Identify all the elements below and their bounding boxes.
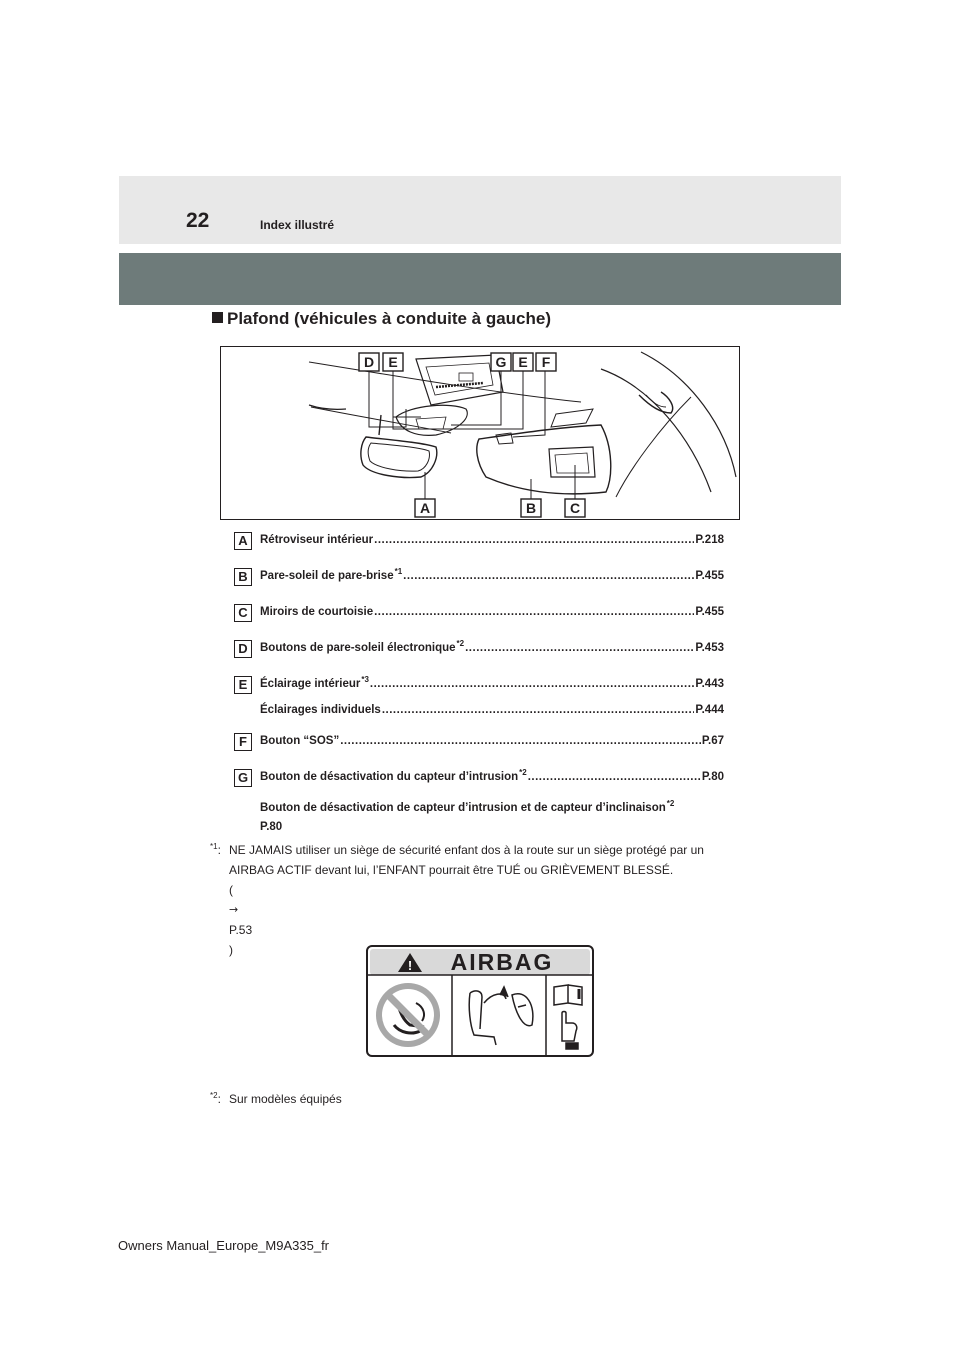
item-footnote-marker: *2 <box>456 639 465 648</box>
list-item <box>234 676 724 694</box>
item-label: Éclairages individuels <box>260 704 381 716</box>
bullet-square-icon <box>212 312 223 323</box>
footnote-2-marker: *2 <box>210 1091 218 1100</box>
airbag-label-text: AIRBAG <box>450 949 554 975</box>
item-footnote-marker: *3 <box>361 675 369 684</box>
item-page-ref[interactable]: P.455 <box>695 570 724 582</box>
item-footnote-marker: *2 <box>666 799 675 808</box>
item-badge: D <box>234 640 252 658</box>
item-page-ref[interactable]: P.444 <box>695 704 724 716</box>
footnote-2: $^{*2}$: Sur modèles équipés <box>210 1089 750 1109</box>
callout-top-4: E <box>518 354 528 370</box>
section-title <box>212 309 551 329</box>
footnote-1-marker: *1 <box>210 842 218 851</box>
footnote-1-page-ref[interactable]: P.53 <box>229 923 253 937</box>
item-page-ref[interactable]: P.80 <box>701 771 724 783</box>
extra-item-page-ref[interactable]: P.80 <box>260 821 283 833</box>
header-bar <box>119 253 841 305</box>
item-page-ref[interactable]: P.218 <box>695 534 724 546</box>
item-badge: F <box>234 733 252 751</box>
item-label: Rétroviseur intérieur <box>260 534 374 546</box>
footnote-2-text: Sur modèles équipés <box>229 1092 342 1106</box>
item-page-ref[interactable]: P.443 <box>695 678 724 690</box>
callout-bottom-1: A <box>419 500 431 516</box>
section-name: Index illustré <box>260 218 335 232</box>
item-footnote-marker: *1 <box>394 567 403 576</box>
item-badge: B <box>234 568 252 586</box>
list-item <box>234 733 724 751</box>
callout-top-3: G <box>495 354 507 370</box>
callout-top-1: D <box>363 354 375 370</box>
footnote-1: $^{*1}$: NE JAMAIS utiliser un siège de sécurité enfant dos à la route sur un siège protégé par un AIRBAG ACTIF devant lui, l’ENFANT pourrait être TUÉ ou GRIÈVEMENT BLESSÉ. ( → P.53 ) <box>210 840 750 960</box>
ceiling-illustration <box>220 346 740 520</box>
list-item <box>234 604 724 622</box>
section-title-text: Plafond (véhicules à conduite à gauche) <box>227 309 552 328</box>
item-page-ref[interactable]: P.455 <box>695 606 724 618</box>
list-item <box>234 532 724 550</box>
item-label: Éclairage intérieur <box>260 678 361 690</box>
item-badge: E <box>234 676 252 694</box>
footnote-1-line-2: AIRBAG ACTIF devant lui, l’ENFANT pourrait être TUÉ ou GRIÈVEMENT BLESSÉ. <box>229 863 674 877</box>
item-label: Bouton de désactivation du capteur d’intrusion <box>260 771 519 783</box>
item-page-ref[interactable]: P.67 <box>701 735 724 747</box>
no-rear-facing-seat-icon <box>376 983 440 1047</box>
item-badge: C <box>234 604 252 622</box>
footnote-1-line-1: NE JAMAIS utiliser un siège de sécurité enfant dos à la route sur un siège protégé par un <box>229 843 704 857</box>
header-band <box>119 176 841 244</box>
item-page-ref[interactable]: P.453 <box>695 642 724 654</box>
warning-mark: ! <box>407 958 413 973</box>
callout-top-5: F <box>541 354 551 370</box>
arrow-right-icon: → <box>229 903 239 916</box>
page-number: 22 <box>186 209 210 232</box>
airbag-warning-label <box>366 945 594 1057</box>
item-badge: A <box>234 532 252 550</box>
item-badge: G <box>234 769 252 787</box>
item-label: Bouton “SOS” <box>260 735 340 747</box>
list-item <box>234 568 724 586</box>
callout-bottom-2: B <box>525 500 537 516</box>
list-item <box>234 640 724 658</box>
callout-bottom-3: C <box>569 500 581 516</box>
item-label: Pare-soleil de pare-brise <box>260 570 394 582</box>
list-item <box>234 702 724 720</box>
extra-item-label: Bouton de désactivation de capteur d’intrusion et de capteur d’inclinaison$^{*2}$ <box>260 799 675 814</box>
callout-top-2: E <box>388 354 398 370</box>
document-footer: Owners Manual_Europe_M9A335_fr <box>118 1238 330 1253</box>
item-footnote-marker: *2 <box>519 768 527 777</box>
list-item <box>234 769 724 787</box>
item-label: Miroirs de courtoisie <box>260 606 374 618</box>
item-label: Boutons de pare-soleil électronique <box>260 642 456 654</box>
